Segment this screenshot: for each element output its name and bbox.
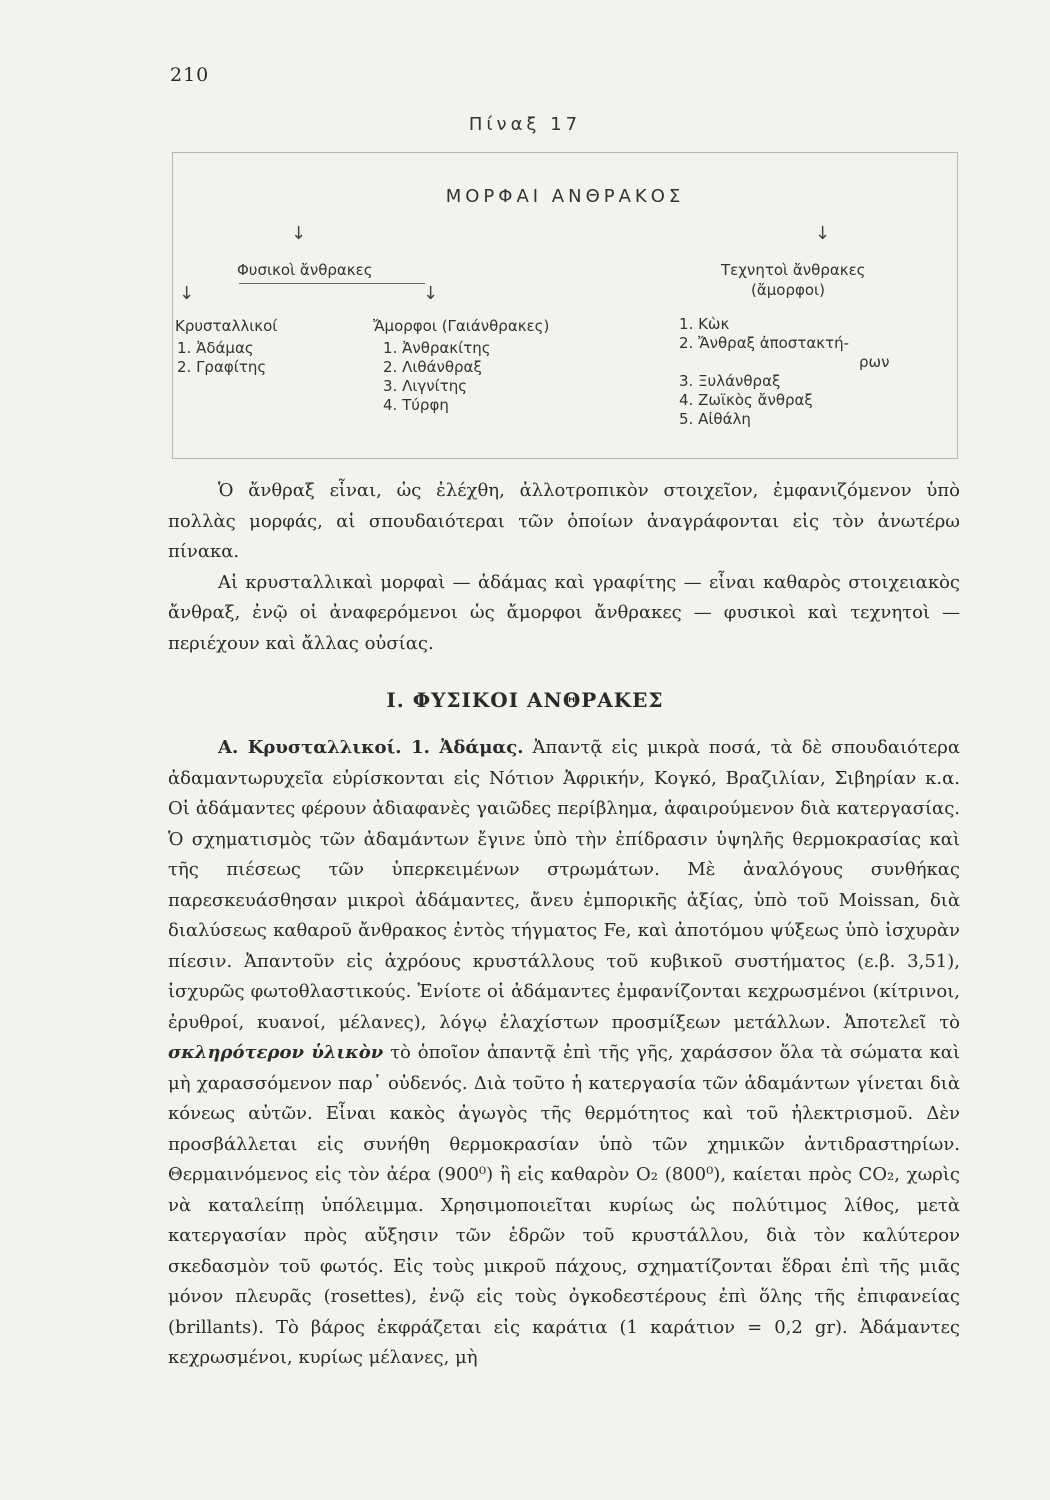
arrow-down-icon: ↓	[815, 223, 831, 244]
carbon-forms-table	[172, 152, 958, 459]
intro-text	[168, 476, 960, 659]
crystalline-list	[177, 339, 266, 377]
list-item: 4. Τύρφη	[383, 396, 449, 414]
table-caption: Πίναξ 17	[468, 114, 582, 135]
paragraph: Αἱ κρυσταλλικαὶ μορφαὶ — ἀδάμας καὶ γραφίτης — εἶναι καθαρὸς στοιχειακὸς ἄνθραξ, ἐνῷ οἱ ἀναφερόμενοι ὡς ἄμορφοι ἄνθρακες — φυσικοὶ καὶ τεχνητοὶ — περιέχουν καὶ ἄλλας οὐσίας.	[168, 571, 960, 654]
list-item: 3. Λιγνίτης	[383, 377, 468, 395]
divider	[239, 283, 425, 284]
natural-heading: Φυσικοὶ ἄνθρακες	[237, 261, 373, 279]
paragraph	[168, 733, 960, 1374]
section-body	[168, 733, 960, 1374]
arrow-down-icon: ↓	[179, 283, 195, 304]
emphasized-term: σκληρότερον ὑλικὸν	[168, 1042, 384, 1063]
list-item: 1. Ἀδάμας	[177, 339, 254, 357]
page-number: 210	[170, 64, 210, 86]
amorphous-heading: Ἄμορφοι (Γαιάνθρακες)	[373, 317, 550, 335]
list-item: 1. Ἀνθρακίτης	[383, 339, 491, 357]
amorphous-list	[383, 339, 491, 415]
artificial-list	[679, 315, 889, 429]
list-item: 2. Λιθάνθραξ	[383, 358, 482, 376]
crystalline-heading: Κρυσταλλικοί	[175, 317, 278, 335]
list-item: 5. Αἰθάλη	[679, 410, 751, 428]
section-heading: Ι. ΦΥΣΙΚΟΙ ΑΝΘΡΑΚΕΣ	[386, 688, 664, 712]
list-item: 3. Ξυλάνθραξ	[679, 372, 781, 390]
list-item: 1. Κὼκ	[679, 315, 730, 333]
paragraph: Ὁ ἄνθραξ εἶναι, ὡς ἐλέχθη, ἀλλοτροπικὸν στοιχεῖον, ἐμφανιζόμενον ὑπὸ πολλὰς μορφάς, αἱ σπουδαιότεραι τῶν ὁποίων ἀναγράφονται εἰς τὸν ἀνωτέρω πίνακα.	[168, 480, 960, 562]
text-run: Ἀπαντᾷ εἰς μικρὰ ποσά, τὰ δὲ σπουδαιότερα ἀδαμαντωρυχεῖα εὑρίσκονται εἰς Νότιον Ἀφρικήν, Κογκό, Βραζιλίαν, Σιβηρίαν κ.α. Οἱ ἀδάμαντες φέρουν ἀδιαφανὲς γαιῶδες περίβλημα, ἀφαιρούμενον διὰ κατεργασίας. Ὁ σχηματισμὸς τῶν ἀδαμάντων ἔγινε ὑπὸ τὴν ἐπίδρασιν ὑψηλῆς θερμοκρασίας καὶ τῆς πιέσεως τῶν ὑπερκειμένων στρωμάτων. Μὲ ἀναλόγους συνθήκας παρεσκευάσθησαν μικροὶ ἀδάμαντες, ἄνευ ἐμπορικῆς ἀξίας, ὑπὸ τοῦ Moissan, διὰ διαλύσεως καθαροῦ ἄνθρακος ἐντὸς τήγματος Fe, καὶ ἀποτόμου ψύξεως ὑπὸ ἰσχυρὰν πίεσιν. Ἀπαντοῦν εἰς ἀχρόους κρυστάλλους τοῦ κυβικοῦ συστήματος (ε.β. 3,51), ἰσχυρῶς φωτοθλαστικούς. Ἐνίοτε οἱ ἀδάμαντες ἐμφανίζονται κεχρωσμένοι (κίτρινοι, ἐρυθροί, κυανοί, μέλανες), λόγῳ ἐλαχίστων προσμίξεων μετάλλων. Ἀποτελεῖ τὸ	[168, 737, 960, 1033]
subsection-heading: Α. Κρυσταλλικοί. 1. Ἀδάμας.	[218, 737, 524, 758]
table-title: ΜΟΡΦΑΙ ΑΝΘΡΑΚΟΣ	[445, 186, 685, 207]
arrow-down-icon: ↓	[423, 283, 439, 304]
list-item: 2. Ἄνθραξ ἀποστακτή-	[679, 334, 850, 352]
list-item: ρων	[859, 353, 890, 371]
list-item: 4. Ζωϊκὸς ἄνθραξ	[679, 391, 813, 409]
text-run: τὸ ὁποῖον ἀπαντᾷ ἐπὶ τῆς γῆς, χαράσσον ὅλα τὰ σώματα καὶ μὴ χαρασσόμενον παρ᾽ οὐδενός. Διὰ τοῦτο ἡ κατεργασία τῶν ἀδαμάντων γίνεται διὰ κόνεως αὐτῶν. Εἶναι κακὸς ἀγωγὸς τῆς θερμότητος καὶ τοῦ ἠλεκτρισμοῦ. Δὲν προσβάλλεται εἰς συνήθη θερμοκρασίαν ὑπὸ τῶν χημικῶν ἀντιδραστηρίων. Θερμαινόμενος εἰς τὸν ἀέρα (900⁰) ἢ εἰς καθαρὸν O₂ (800⁰), καίεται πρὸς CO₂, χωρὶς νὰ καταλείπῃ ὑπόλειμμα. Χρησιμοποιεῖται κυρίως ὡς πολύτιμος λίθος, μετὰ κατεργασίαν πρὸς αὔξησιν τῶν ἑδρῶν τοῦ κρυστάλλου, διὰ τὸν καλύτερον σκεδασμὸν τοῦ φωτός. Εἰς τοὺς μικροῦ πάχους, σχηματίζονται ἕδραι ἐπὶ τῆς μιᾶς μόνον πλευρᾶς (rosettes), ἐνῷ εἰς τοὺς ὀγκοδεστέρους ἐπὶ ὅλης τῆς ἐπιφανείας (brillants). Τὸ βάρος ἐκφράζεται εἰς καράτια (1 καράτιον = 0,2 gr). Ἀδάμαντες κεχρωσμένοι, κυρίως μέλανες, μὴ	[168, 1042, 960, 1368]
list-item: 2. Γραφίτης	[177, 358, 267, 376]
arrow-down-icon: ↓	[291, 223, 307, 244]
artificial-subheading: (ἄμορφοι)	[751, 281, 825, 299]
artificial-heading: Τεχνητοὶ ἄνθρακες	[721, 261, 866, 279]
